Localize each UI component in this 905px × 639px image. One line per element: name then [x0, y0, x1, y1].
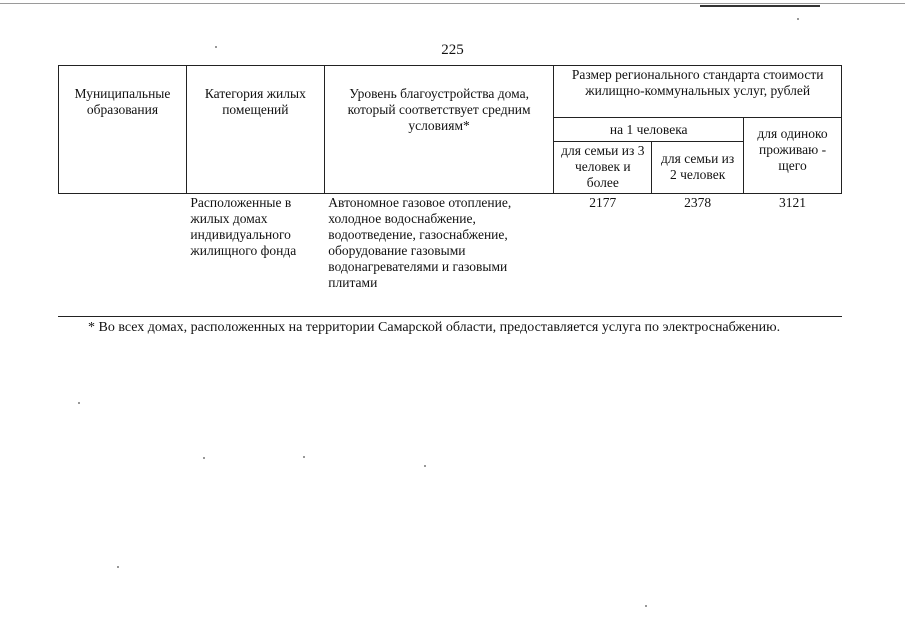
- header-single: для одиноко проживаю - щего: [744, 118, 842, 194]
- scan-speck: [215, 46, 217, 48]
- footnote: * Во всех домах, расположенных на территории Самарской области, предоставляется услуга по электроснабжению.: [88, 320, 781, 335]
- cell-category: Расположенные в жилых домах индивидуального жилищного фонда: [186, 194, 324, 302]
- cell-level: Автономное газовое отопление, холодное водоснабжение, водоотведение, газоснабжение, оборудование газовыми водонагревателями и газовыми плитами: [324, 194, 554, 302]
- standard-cost-table: [58, 65, 842, 302]
- header-municipal: Муниципальные образования: [59, 66, 187, 194]
- table-row: [59, 194, 842, 302]
- header-family2: для семьи из 2 человек: [652, 142, 744, 194]
- cell-single: 3121: [744, 194, 842, 302]
- scan-speck: [303, 456, 305, 458]
- scan-edge-line: [0, 3, 905, 4]
- scan-speck: [645, 605, 647, 607]
- page-number: 225: [441, 42, 464, 58]
- header-family3: для семьи из 3 человек и более: [554, 142, 652, 194]
- scan-speck: [797, 18, 799, 20]
- header-per-person: на 1 человека: [554, 118, 744, 142]
- table-bottom-rule: [58, 316, 842, 317]
- scan-speck: [203, 457, 205, 459]
- header-standard: Размер регионального стандарта стоимости жилищно-коммунальных услуг, рублей: [554, 66, 842, 118]
- cell-municipal: [59, 194, 187, 302]
- header-category: Категория жилых помещений: [186, 66, 324, 194]
- scan-speck: [117, 566, 119, 568]
- scan-edge-mark: [700, 5, 820, 7]
- header-level: Уровень благоустройства дома, который соответствует средним условиям*: [324, 66, 554, 194]
- scan-speck: [424, 465, 426, 467]
- cell-family3: 2177: [554, 194, 652, 302]
- cell-family2: 2378: [652, 194, 744, 302]
- scan-speck: [78, 402, 80, 404]
